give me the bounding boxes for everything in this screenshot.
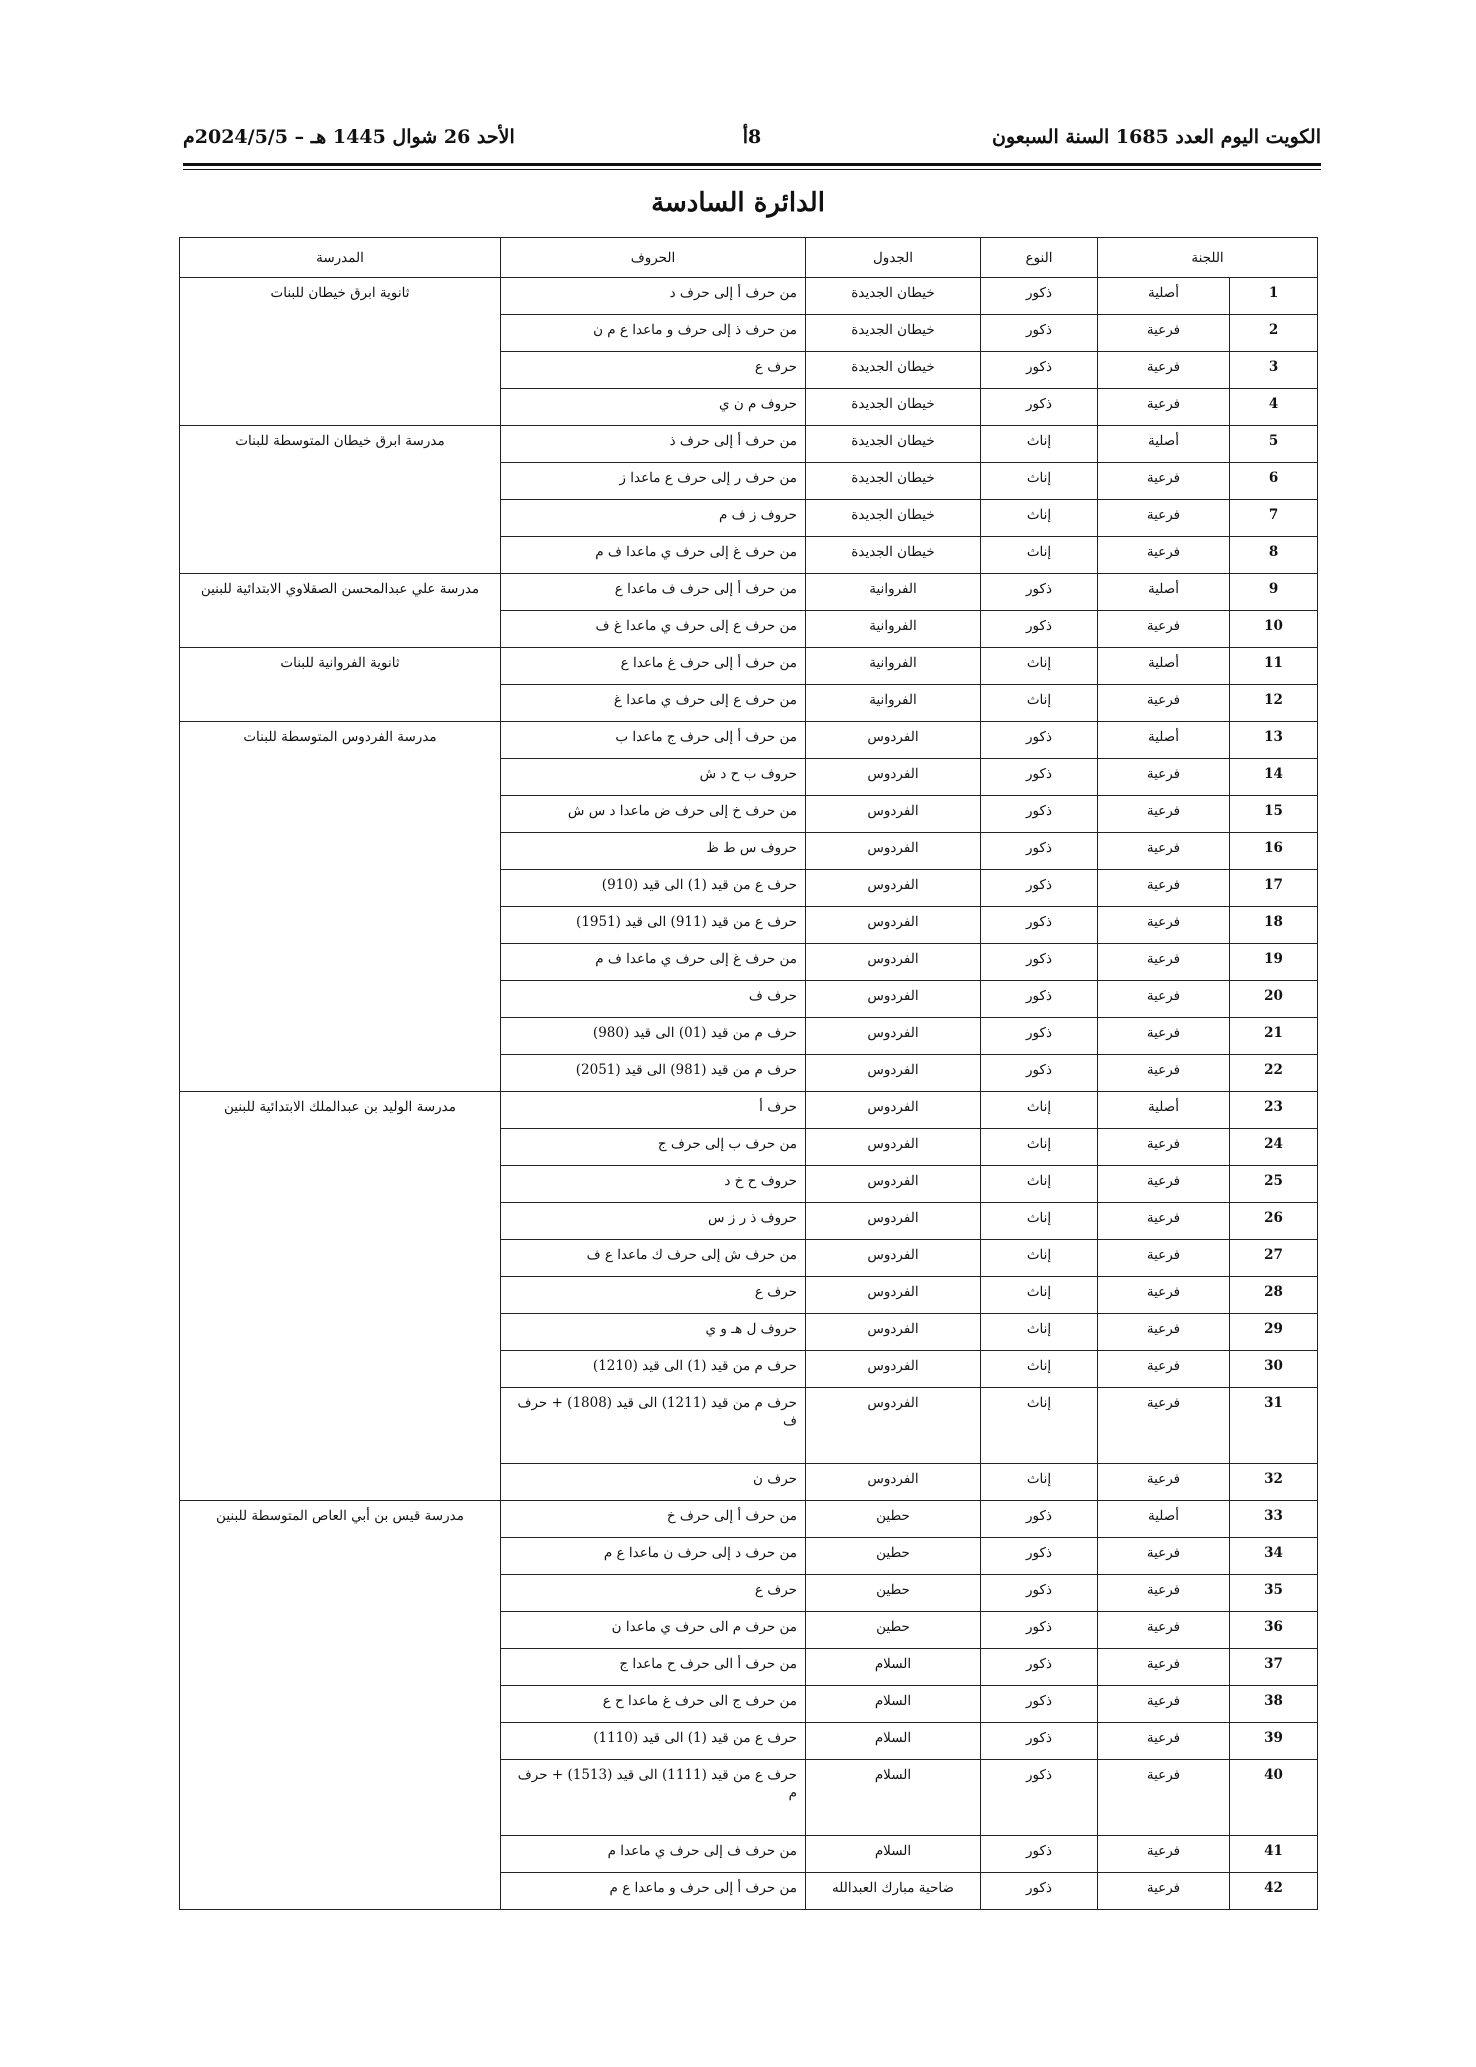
letters-cell: حرف ع من قيد (1111) الى قيد (1513) + حرف م: [501, 1760, 806, 1836]
letters-cell: من حرف ذ إلى حرف و ماعدا ع م ن: [501, 315, 806, 352]
committee-number: 35: [1230, 1575, 1318, 1612]
committee-type: فرعية: [1098, 981, 1230, 1018]
col-header-table: الجدول: [806, 238, 981, 278]
school-cell: ثانوية الفروانية للبنات: [180, 648, 501, 722]
letters-cell: من حرف أ إلى حرف ذ: [501, 426, 806, 463]
gender-cell: إناث: [981, 1388, 1098, 1464]
letters-cell: حرف ع: [501, 1575, 806, 1612]
table-name-cell: خيطان الجديدة: [806, 426, 981, 463]
committee-number: 25: [1230, 1166, 1318, 1203]
gender-cell: إناث: [981, 1464, 1098, 1501]
letters-cell: حرف أ: [501, 1092, 806, 1129]
table-name-cell: الفردوس: [806, 1277, 981, 1314]
gender-cell: إناث: [981, 537, 1098, 574]
committee-type: أصلية: [1098, 278, 1230, 315]
committee-number: 16: [1230, 833, 1318, 870]
letters-cell: من حرف ب إلى حرف ج: [501, 1129, 806, 1166]
page-number: 8أ: [742, 126, 762, 148]
header-rule-thin: [183, 169, 1321, 170]
committee-number: 22: [1230, 1055, 1318, 1092]
letters-cell: من حرف أ الى حرف ح ماعدا ج: [501, 1649, 806, 1686]
gender-cell: ذكور: [981, 796, 1098, 833]
committee-number: 28: [1230, 1277, 1318, 1314]
committee-type: أصلية: [1098, 1092, 1230, 1129]
gender-cell: ذكور: [981, 1055, 1098, 1092]
letters-cell: حروف ذ ر ز س: [501, 1203, 806, 1240]
gender-cell: ذكور: [981, 352, 1098, 389]
gender-cell: ذكور: [981, 389, 1098, 426]
letters-cell: حرف ن: [501, 1464, 806, 1501]
committee-number: 36: [1230, 1612, 1318, 1649]
gender-cell: ذكور: [981, 1760, 1098, 1836]
letters-cell: من حرف أ إلى حرف ج ماعدا ب: [501, 722, 806, 759]
letters-cell: حرف ع: [501, 1277, 806, 1314]
table-name-cell: الفردوس: [806, 1203, 981, 1240]
gender-cell: ذكور: [981, 1612, 1098, 1649]
committee-number: 4: [1230, 389, 1318, 426]
letters-cell: حرف ع من قيد (1) الى قيد (1110): [501, 1723, 806, 1760]
committee-number: 31: [1230, 1388, 1318, 1464]
gender-cell: إناث: [981, 426, 1098, 463]
committee-number: 1: [1230, 278, 1318, 315]
table-name-cell: حطين: [806, 1501, 981, 1538]
committee-type: فرعية: [1098, 1314, 1230, 1351]
committee-number: 3: [1230, 352, 1318, 389]
gender-cell: ذكور: [981, 759, 1098, 796]
header-rule-thick: [183, 163, 1321, 166]
gender-cell: إناث: [981, 648, 1098, 685]
table-name-cell: الفردوس: [806, 907, 981, 944]
letters-cell: حرف ع من قيد (911) الى قيد (1951): [501, 907, 806, 944]
committee-type: فرعية: [1098, 1464, 1230, 1501]
table-row: [180, 722, 1318, 759]
committee-type: فرعية: [1098, 1018, 1230, 1055]
committee-type: أصلية: [1098, 722, 1230, 759]
table-name-cell: ضاحية مبارك العبدالله: [806, 1873, 981, 1910]
committee-type: فرعية: [1098, 1836, 1230, 1873]
committee-number: 10: [1230, 611, 1318, 648]
committee-number: 42: [1230, 1873, 1318, 1910]
committee-type: فرعية: [1098, 537, 1230, 574]
committee-type: فرعية: [1098, 1575, 1230, 1612]
committee-number: 18: [1230, 907, 1318, 944]
committee-type: فرعية: [1098, 1166, 1230, 1203]
committee-type: فرعية: [1098, 1055, 1230, 1092]
committee-type: فرعية: [1098, 1873, 1230, 1910]
table-name-cell: الفروانية: [806, 685, 981, 722]
committee-number: 32: [1230, 1464, 1318, 1501]
letters-cell: حرف م من قيد (1) الى قيد (1210): [501, 1351, 806, 1388]
committee-type: فرعية: [1098, 907, 1230, 944]
gender-cell: إناث: [981, 685, 1098, 722]
committee-number: 26: [1230, 1203, 1318, 1240]
gender-cell: ذكور: [981, 1575, 1098, 1612]
letters-cell: من حرف ع إلى حرف ي ماعدا غ ف: [501, 611, 806, 648]
gender-cell: ذكور: [981, 944, 1098, 981]
table-name-cell: السلام: [806, 1760, 981, 1836]
letters-cell: من حرف أ إلى حرف ف ماعدا ع: [501, 574, 806, 611]
gender-cell: إناث: [981, 1203, 1098, 1240]
letters-cell: من حرف غ إلى حرف ي ماعدا ف م: [501, 537, 806, 574]
school-cell: مدرسة ابرق خيطان المتوسطة للبنات: [180, 426, 501, 574]
committees-table: [179, 237, 1318, 1910]
committee-number: 17: [1230, 870, 1318, 907]
gender-cell: إناث: [981, 500, 1098, 537]
committee-number: 19: [1230, 944, 1318, 981]
committee-type: فرعية: [1098, 1649, 1230, 1686]
committee-number: 33: [1230, 1501, 1318, 1538]
committee-number: 39: [1230, 1723, 1318, 1760]
committee-number: 9: [1230, 574, 1318, 611]
table-name-cell: الفردوس: [806, 1129, 981, 1166]
table-name-cell: السلام: [806, 1836, 981, 1873]
gender-cell: إناث: [981, 1166, 1098, 1203]
gender-cell: إناث: [981, 1277, 1098, 1314]
table-body: [180, 278, 1318, 1910]
gender-cell: ذكور: [981, 833, 1098, 870]
page-title: الدائرة السادسة: [651, 188, 825, 218]
gender-cell: ذكور: [981, 611, 1098, 648]
gender-cell: ذكور: [981, 981, 1098, 1018]
gender-cell: ذكور: [981, 870, 1098, 907]
committee-number: 41: [1230, 1836, 1318, 1873]
committee-type: فرعية: [1098, 1686, 1230, 1723]
gender-cell: ذكور: [981, 1018, 1098, 1055]
table-name-cell: السلام: [806, 1686, 981, 1723]
committee-number: 2: [1230, 315, 1318, 352]
committee-type: فرعية: [1098, 870, 1230, 907]
table-name-cell: الفردوس: [806, 759, 981, 796]
gender-cell: إناث: [981, 1240, 1098, 1277]
table-name-cell: الفروانية: [806, 574, 981, 611]
gender-cell: إناث: [981, 1129, 1098, 1166]
gender-cell: ذكور: [981, 315, 1098, 352]
letters-cell: حرف ع: [501, 352, 806, 389]
letters-cell: من حرف ف إلى حرف ي ماعدا م: [501, 1836, 806, 1873]
table-name-cell: خيطان الجديدة: [806, 537, 981, 574]
table-name-cell: الفردوس: [806, 1018, 981, 1055]
gender-cell: إناث: [981, 463, 1098, 500]
letters-cell: من حرف ش إلى حرف ك ماعدا ع ف: [501, 1240, 806, 1277]
letters-cell: حرف ف: [501, 981, 806, 1018]
table-name-cell: حطين: [806, 1575, 981, 1612]
table-name-cell: الفردوس: [806, 981, 981, 1018]
table-name-cell: الفردوس: [806, 1464, 981, 1501]
letters-cell: من حرف ر إلى حرف ع ماعدا ز: [501, 463, 806, 500]
gender-cell: ذكور: [981, 1538, 1098, 1575]
committee-number: 21: [1230, 1018, 1318, 1055]
committee-number: 34: [1230, 1538, 1318, 1575]
table-name-cell: الفردوس: [806, 1240, 981, 1277]
committee-number: 13: [1230, 722, 1318, 759]
committee-number: 30: [1230, 1351, 1318, 1388]
letters-cell: من حرف أ إلى حرف خ: [501, 1501, 806, 1538]
col-header-committee: اللجنة: [1098, 238, 1318, 278]
letters-cell: حرف م من قيد (981) الى قيد (2051): [501, 1055, 806, 1092]
table-name-cell: خيطان الجديدة: [806, 352, 981, 389]
committee-type: فرعية: [1098, 1203, 1230, 1240]
gender-cell: ذكور: [981, 1501, 1098, 1538]
committee-type: فرعية: [1098, 1277, 1230, 1314]
committee-number: 11: [1230, 648, 1318, 685]
committee-type: فرعية: [1098, 463, 1230, 500]
gender-cell: ذكور: [981, 1649, 1098, 1686]
table-name-cell: الفردوس: [806, 1314, 981, 1351]
letters-cell: من حرف أ إلى حرف د: [501, 278, 806, 315]
gender-cell: إناث: [981, 1314, 1098, 1351]
gender-cell: ذكور: [981, 907, 1098, 944]
gender-cell: ذكور: [981, 1723, 1098, 1760]
letters-cell: من حرف د إلى حرف ن ماعدا ع م: [501, 1538, 806, 1575]
table-name-cell: السلام: [806, 1649, 981, 1686]
committee-number: 40: [1230, 1760, 1318, 1836]
letters-cell: من حرف أ إلى حرف و ماعدا ع م: [501, 1873, 806, 1910]
page-header: [183, 120, 1321, 160]
committee-type: فرعية: [1098, 759, 1230, 796]
letters-cell: من حرف خ إلى حرف ض ماعدا د س ش: [501, 796, 806, 833]
school-cell: مدرسة الفردوس المتوسطة للبنات: [180, 722, 501, 1092]
committee-type: فرعية: [1098, 1538, 1230, 1575]
col-header-school: المدرسة: [180, 238, 501, 278]
letters-cell: من حرف ع إلى حرف ي ماعدا غ: [501, 685, 806, 722]
table-row: [180, 278, 1318, 315]
letters-cell: حرف م من قيد (01) الى قيد (980): [501, 1018, 806, 1055]
letters-cell: من حرف ج الى حرف غ ماعدا ح ع: [501, 1686, 806, 1723]
table-name-cell: الفردوس: [806, 1388, 981, 1464]
table-name-cell: خيطان الجديدة: [806, 315, 981, 352]
col-header-gender: النوع: [981, 238, 1098, 278]
committee-number: 5: [1230, 426, 1318, 463]
committee-type: فرعية: [1098, 352, 1230, 389]
school-cell: مدرسة قيس بن أبي العاص المتوسطة للبنين: [180, 1501, 501, 1910]
committee-type: أصلية: [1098, 648, 1230, 685]
table-row: [180, 1092, 1318, 1129]
gender-cell: إناث: [981, 1092, 1098, 1129]
table-name-cell: الفردوس: [806, 870, 981, 907]
committee-type: فرعية: [1098, 1612, 1230, 1649]
gender-cell: ذكور: [981, 722, 1098, 759]
letters-cell: حروف س ط ظ: [501, 833, 806, 870]
committee-type: أصلية: [1098, 574, 1230, 611]
school-cell: مدرسة علي عبدالمحسن الصقلاوي الابتدائية للبنين: [180, 574, 501, 648]
committee-type: فرعية: [1098, 611, 1230, 648]
letters-cell: حروف ز ف م: [501, 500, 806, 537]
table-name-cell: الفردوس: [806, 1055, 981, 1092]
table-name-cell: خيطان الجديدة: [806, 278, 981, 315]
committee-type: فرعية: [1098, 685, 1230, 722]
table-header-row: [180, 238, 1318, 278]
letters-cell: حروف ل هـ و ي: [501, 1314, 806, 1351]
letters-cell: من حرف م الى حرف ي ماعدا ن: [501, 1612, 806, 1649]
committee-type: فرعية: [1098, 1129, 1230, 1166]
letters-cell: من حرف غ إلى حرف ي ماعدا ف م: [501, 944, 806, 981]
committee-type: أصلية: [1098, 1501, 1230, 1538]
table-name-cell: خيطان الجديدة: [806, 389, 981, 426]
gender-cell: ذكور: [981, 1873, 1098, 1910]
gender-cell: ذكور: [981, 278, 1098, 315]
committee-type: فرعية: [1098, 1388, 1230, 1464]
committee-number: 12: [1230, 685, 1318, 722]
committee-number: 6: [1230, 463, 1318, 500]
committee-number: 20: [1230, 981, 1318, 1018]
table-name-cell: الفردوس: [806, 944, 981, 981]
committee-type: أصلية: [1098, 426, 1230, 463]
committee-type: فرعية: [1098, 944, 1230, 981]
table-name-cell: السلام: [806, 1723, 981, 1760]
table-row: [180, 648, 1318, 685]
committee-number: 23: [1230, 1092, 1318, 1129]
table-name-cell: الفردوس: [806, 833, 981, 870]
letters-cell: حرف م من قيد (1211) الى قيد (1808) + حرف ف: [501, 1388, 806, 1464]
table-name-cell: الفردوس: [806, 1166, 981, 1203]
committee-type: فرعية: [1098, 1760, 1230, 1836]
table-name-cell: الفردوس: [806, 1351, 981, 1388]
table-row: [180, 426, 1318, 463]
school-cell: ثانوية ابرق خيطان للبنات: [180, 278, 501, 426]
header-issue: الكويت اليوم العدد 1685 السنة السبعون: [992, 126, 1321, 148]
table-name-cell: حطين: [806, 1538, 981, 1575]
committee-type: فرعية: [1098, 1723, 1230, 1760]
letters-cell: من حرف أ إلى حرف غ ماعدا ع: [501, 648, 806, 685]
committee-number: 15: [1230, 796, 1318, 833]
table-name-cell: الفردوس: [806, 796, 981, 833]
table-name-cell: الفردوس: [806, 722, 981, 759]
table-name-cell: الفروانية: [806, 648, 981, 685]
committee-type: فرعية: [1098, 389, 1230, 426]
table-row: [180, 1501, 1318, 1538]
header-date: الأحد 26 شوال 1445 هـ – 2024/5/5م: [183, 126, 515, 148]
letters-cell: حروف ب ح د ش: [501, 759, 806, 796]
committee-type: فرعية: [1098, 1351, 1230, 1388]
committee-type: فرعية: [1098, 796, 1230, 833]
committee-type: فرعية: [1098, 315, 1230, 352]
committee-number: 38: [1230, 1686, 1318, 1723]
table-name-cell: خيطان الجديدة: [806, 500, 981, 537]
gender-cell: ذكور: [981, 574, 1098, 611]
letters-cell: حرف ع من قيد (1) الى قيد (910): [501, 870, 806, 907]
letters-cell: حروف ح خ د: [501, 1166, 806, 1203]
table-row: [180, 574, 1318, 611]
committee-type: فرعية: [1098, 833, 1230, 870]
committee-number: 8: [1230, 537, 1318, 574]
gender-cell: إناث: [981, 1351, 1098, 1388]
committee-type: فرعية: [1098, 500, 1230, 537]
table-name-cell: حطين: [806, 1612, 981, 1649]
committee-number: 7: [1230, 500, 1318, 537]
gender-cell: ذكور: [981, 1836, 1098, 1873]
committee-type: فرعية: [1098, 1240, 1230, 1277]
gender-cell: ذكور: [981, 1686, 1098, 1723]
committee-number: 14: [1230, 759, 1318, 796]
col-header-letters: الحروف: [501, 238, 806, 278]
letters-cell: حروف م ن ي: [501, 389, 806, 426]
committee-number: 27: [1230, 1240, 1318, 1277]
committee-number: 29: [1230, 1314, 1318, 1351]
table-name-cell: خيطان الجديدة: [806, 463, 981, 500]
committee-number: 37: [1230, 1649, 1318, 1686]
school-cell: مدرسة الوليد بن عبدالملك الابتدائية للبنين: [180, 1092, 501, 1501]
table-name-cell: الفروانية: [806, 611, 981, 648]
committee-number: 24: [1230, 1129, 1318, 1166]
table-name-cell: الفردوس: [806, 1092, 981, 1129]
